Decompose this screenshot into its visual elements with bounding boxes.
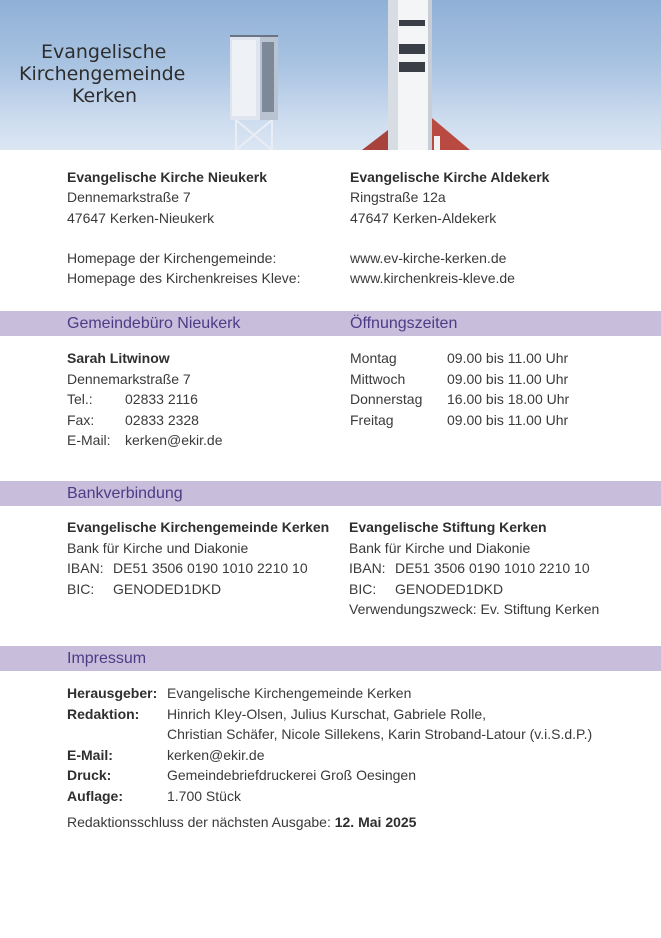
impressum-redaktion-line2: Christian Schäfer, Nicole Sillekens, Karin Stroband-Latour (v.i.S.d.P.) [167, 726, 593, 742]
hours-time: 09.00 bis 11.00 Uhr [447, 350, 569, 366]
bank-left-iban-label: IBAN: [67, 560, 104, 576]
logo-line-2: Kirchengemeinde [19, 63, 186, 85]
bank-left-iban: DE51 3506 0190 1010 2210 10 [113, 560, 308, 576]
impressum-druck-label: Druck: [67, 767, 112, 783]
bank-right-iban-label: IBAN: [349, 560, 386, 576]
hours-day: Freitag [350, 412, 394, 428]
church-nieukerk-street: Dennemarkstraße 7 [67, 189, 191, 205]
impressum-redaktion-line1: Hinrich Kley-Olsen, Julius Kurschat, Gabriele Rolle, [167, 706, 487, 722]
bank-right-purpose: Verwendungszweck: Ev. Stiftung Kerken [349, 601, 600, 617]
impressum-email-label: E-Mail: [67, 747, 113, 763]
hours-section-title: Öffnungszeiten [350, 315, 458, 332]
bank-right-iban: DE51 3506 0190 1010 2210 10 [395, 560, 590, 576]
homepage-gemeinde-label: Homepage der Kirchengemeinde: [67, 250, 277, 266]
hours-day: Donnerstag [350, 391, 423, 407]
church-nieukerk-city: 47647 Kerken-Nieukerk [67, 210, 215, 226]
bank-left-bic-label: BIC: [67, 581, 95, 597]
bank-left-bank: Bank für Kirche und Diakonie [67, 540, 249, 556]
impressum-herausgeber-label: Herausgeber: [67, 685, 158, 701]
office-street: Dennemarkstraße 7 [67, 371, 191, 387]
hours-time: 09.00 bis 11.00 Uhr [447, 371, 569, 387]
impressum-druck: Gemeindebriefdruckerei Groß Oesingen [167, 767, 417, 783]
church-aldekerk-name: Evangelische Kirche Aldekerk [350, 169, 550, 185]
bank-left-name: Evangelische Kirchengemeinde Kerken [67, 519, 330, 535]
church-aldekerk-street: Ringstraße 12a [350, 189, 446, 205]
impressum-deadline-text: Redaktionsschluss der nächsten Ausgabe: [67, 814, 331, 830]
homepage-gemeinde-link[interactable]: www.ev-kirche-kerken.de [350, 250, 507, 266]
header-banner [0, 0, 661, 150]
bank-right-name: Evangelische Stiftung Kerken [349, 519, 547, 535]
impressum-email-link[interactable]: kerken@ekir.de [167, 747, 265, 763]
office-tel-label: Tel.: [67, 391, 93, 407]
bank-section-title: Bankverbindung [67, 485, 183, 502]
bank-left-bic: GENODED1DKD [113, 581, 222, 597]
hours-time: 16.00 bis 18.00 Uhr [447, 391, 570, 407]
logo-line-1: Evangelische [41, 41, 167, 63]
bank-right-bic-label: BIC: [349, 581, 377, 597]
hours-day: Mittwoch [350, 371, 406, 387]
hours-day: Montag [350, 350, 397, 366]
office-fax: 02833 2328 [125, 412, 199, 428]
logo-line-3: Kerken [72, 85, 138, 107]
impressum-deadline [67, 812, 416, 832]
hours-time: 09.00 bis 11.00 Uhr [447, 412, 569, 428]
impressum-herausgeber: Evangelische Kirchengemeinde Kerken [167, 685, 412, 701]
impressum-redaktion-label: Redaktion: [67, 706, 140, 722]
bank-right-bank: Bank für Kirche und Diakonie [349, 540, 531, 556]
homepage-kreis-label: Homepage des Kirchenkreises Kleve: [67, 270, 301, 286]
church-aldekerk-city: 47647 Kerken-Aldekerk [350, 210, 497, 226]
impressum-section-title: Impressum [67, 650, 147, 667]
impressum-auflage: 1.700 Stück [167, 788, 241, 804]
office-person: Sarah Litwinow [67, 350, 170, 366]
impressum-auflage-label: Auflage: [67, 788, 123, 804]
homepage-kreis-link[interactable]: www.kirchenkreis-kleve.de [350, 270, 515, 286]
office-email-label: E-Mail: [67, 432, 111, 448]
bank-right-bic: GENODED1DKD [395, 581, 504, 597]
impressum-deadline-date: 12. Mai 2025 [334, 814, 417, 830]
church-nieukerk-name: Evangelische Kirche Nieukerk [67, 169, 267, 185]
office-fax-label: Fax: [67, 412, 95, 428]
office-email-link[interactable]: kerken@ekir.de [125, 432, 223, 448]
office-tel: 02833 2116 [125, 391, 198, 407]
office-section-title: Gemeindebüro Nieukerk [67, 315, 241, 332]
